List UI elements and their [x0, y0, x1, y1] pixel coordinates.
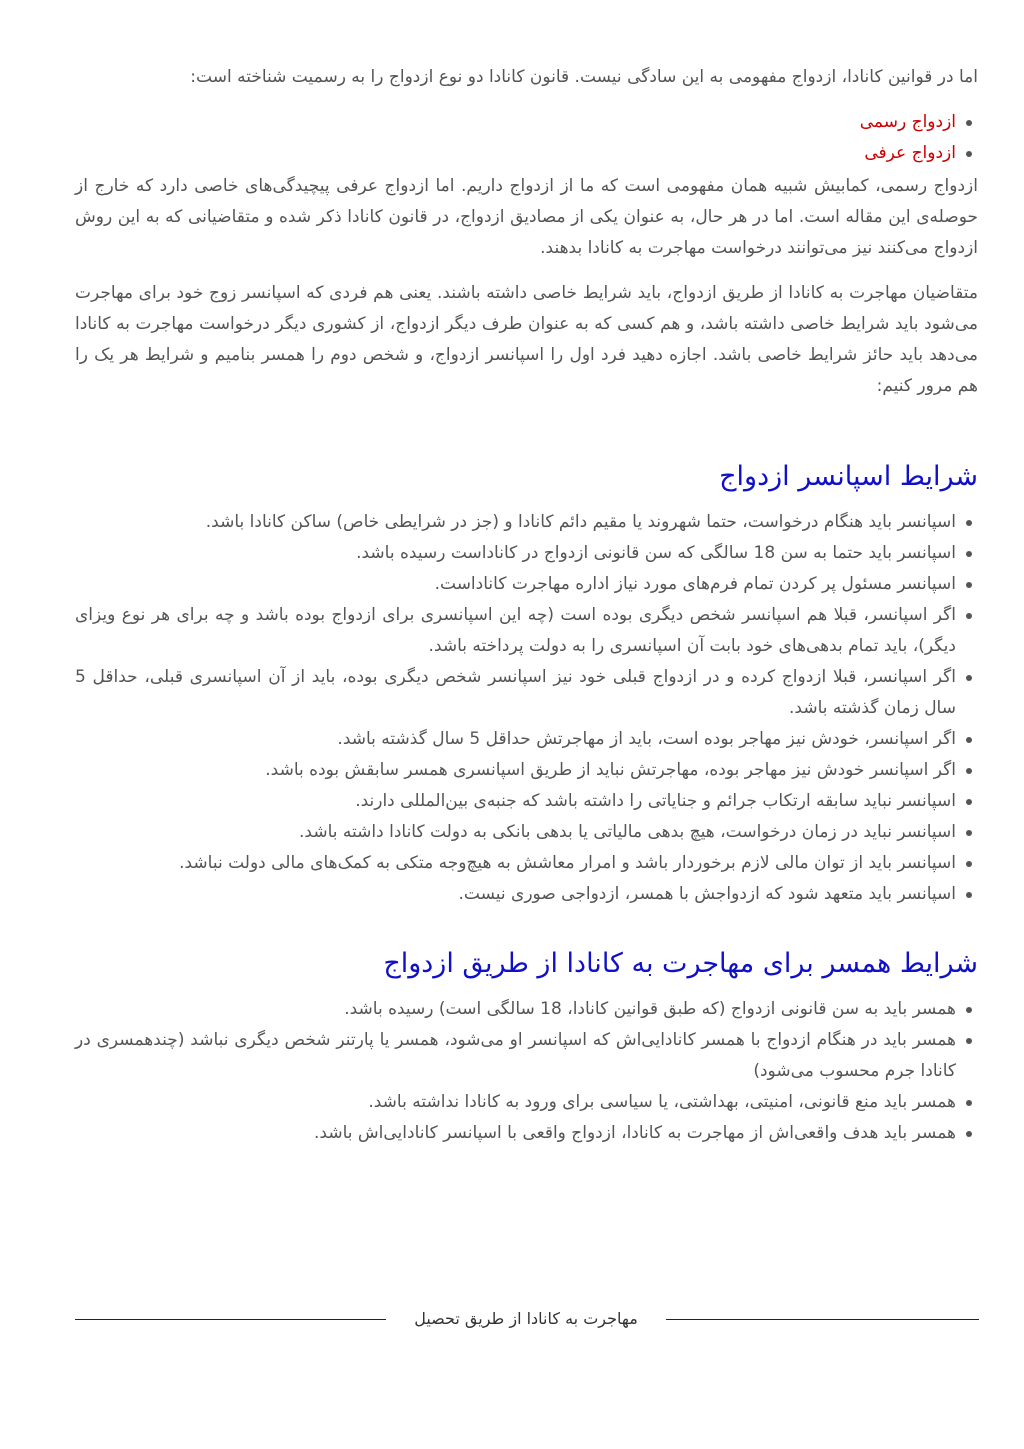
list-item: اسپانسر باید متعهد شود که ازدواجش با همسر، ازدواجی صوری نیست. [75, 879, 956, 910]
list-item: اسپانسر باید حتما به سن 18 سالگی که سن قانونی ازدواج در کاناداست رسیده باشد. [75, 538, 956, 569]
related-article-link[interactable]: مهاجرت به کانادا از طریق تحصیل [414, 1309, 638, 1328]
list-item: همسر باید در هنگام ازدواج با همسر کانادایی‌اش که اسپانسر او می‌شود، همسر یا پارتنر شخص دیگری نباشد (چندهمسری در کانادا جرم محسوب می‌شود) [75, 1025, 956, 1087]
divider-line-left [75, 1319, 386, 1320]
list-item: اگر اسپانسر، خودش نیز مهاجر بوده است، باید از مهاجرتش حداقل 5 سال گذشته باشد. [75, 724, 956, 755]
spouse-heading: شرایط همسر برای مهاجرت به کانادا از طریق ازدواج [383, 948, 978, 979]
sponsor-heading: شرایط اسپانسر ازدواج [719, 461, 978, 492]
list-item: همسر باید به سن قانونی ازدواج (که طبق قوانین کانادا، 18 سالگی است) رسیده باشد. [75, 994, 956, 1025]
related-article-divider [75, 1305, 979, 1333]
sponsor-conditions-list [75, 507, 978, 910]
list-item: اسپانسر نباید در زمان درخواست، هیچ بدهی مالیاتی یا بدهی بانکی به دولت کانادا داشته باشد. [75, 817, 956, 848]
list-item: اگر اسپانسر، قبلا هم اسپانسر شخص دیگری بوده است (چه این اسپانسری برای ازدواج بوده باشد و چه برای هر نوع ویزای دیگر)، باید تمام بدهی‌های خود بابت آن اسپانسری را به دولت پرداخته باشد. [75, 600, 956, 662]
spouse-conditions-list [75, 994, 978, 1149]
list-item: ازدواج رسمی [75, 107, 956, 138]
list-item: اسپانسر باید از توان مالی لازم برخوردار باشد و امرار معاشش به هیچ‌وجه متکی به کمک‌های مالی دولت نباشد. [75, 848, 956, 879]
list-item: همسر باید منع قانونی، امنیتی، بهداشتی، یا سیاسی برای ورود به کانادا نداشته باشد. [75, 1087, 956, 1118]
common-law-paragraph: ازدواج رسمی، کمابیش شبیه همان مفهومی است که ما از ازدواج داریم. اما ازدواج عرفی پیچیدگی‌های خاصی دارد که خارج از حوصله‌ی این مقاله است. اما در هر حال، به عنوان یکی از مصادیق ازدواج، در قانون کانادا ذکر شده و متقاضیانی که به این روش ازدواج می‌کنند نیز می‌توانند درخواست مهاجرت به کانادا بدهند. [75, 176, 978, 258]
marriage-types-list [75, 107, 978, 169]
intro-paragraph: اما در قوانین کانادا، ازدواج مفهومی به این سادگی نیست. قانون کانادا دو نوع ازدواج را به رسمیت شناخته است: [190, 67, 978, 87]
list-item: اگر اسپانسر، قبلا ازدواج کرده و در ازدواج قبلی خود نیز اسپانسر شخص دیگری بوده، باید از آن اسپانسری قبلی، حداقل 5 سال زمان گذشته باشد. [75, 662, 956, 724]
list-item: ازدواج عرفی [75, 138, 956, 169]
divider-line-right [666, 1319, 979, 1320]
applicants-paragraph: متقاضیان مهاجرت به کانادا از طریق ازدواج، باید شرایط خاصی داشته باشند. یعنی هم فردی که اسپانسر زوج خود برای مهاجرت می‌شود باید شرایط خاصی داشته باشد، و هم کسی که به عنوان طرف دیگر ازدواج، از کشوری دیگر درخواست مهاجرت به کانادا می‌دهد باید حائز شرایط خاصی باشد. اجازه دهید فرد اول را اسپانسر ازدواج، و شخص دوم را همسر بنامیم و شرایط هر یک را هم مرور کنیم: [75, 283, 978, 396]
list-item: همسر باید هدف واقعی‌اش از مهاجرت به کانادا، ازدواج واقعی با اسپانسر کانادایی‌اش باشد. [75, 1118, 956, 1149]
list-item: اسپانسر مسئول پر کردن تمام فرم‌های مورد نیاز اداره مهاجرت کاناداست. [75, 569, 956, 600]
list-item: اگر اسپانسر خودش نیز مهاجر بوده، مهاجرتش نباید از طریق اسپانسری همسر سابقش بوده باشد. [75, 755, 956, 786]
list-item: اسپانسر باید هنگام درخواست، حتما شهروند یا مقیم دائم کانادا و (جز در شرایطی خاص) ساکن کانادا باشد. [75, 507, 956, 538]
list-item: اسپانسر نباید سابقه ارتکاب جرائم و جنایاتی را داشته باشد که جنبه‌ی بین‌المللی دارند. [75, 786, 956, 817]
